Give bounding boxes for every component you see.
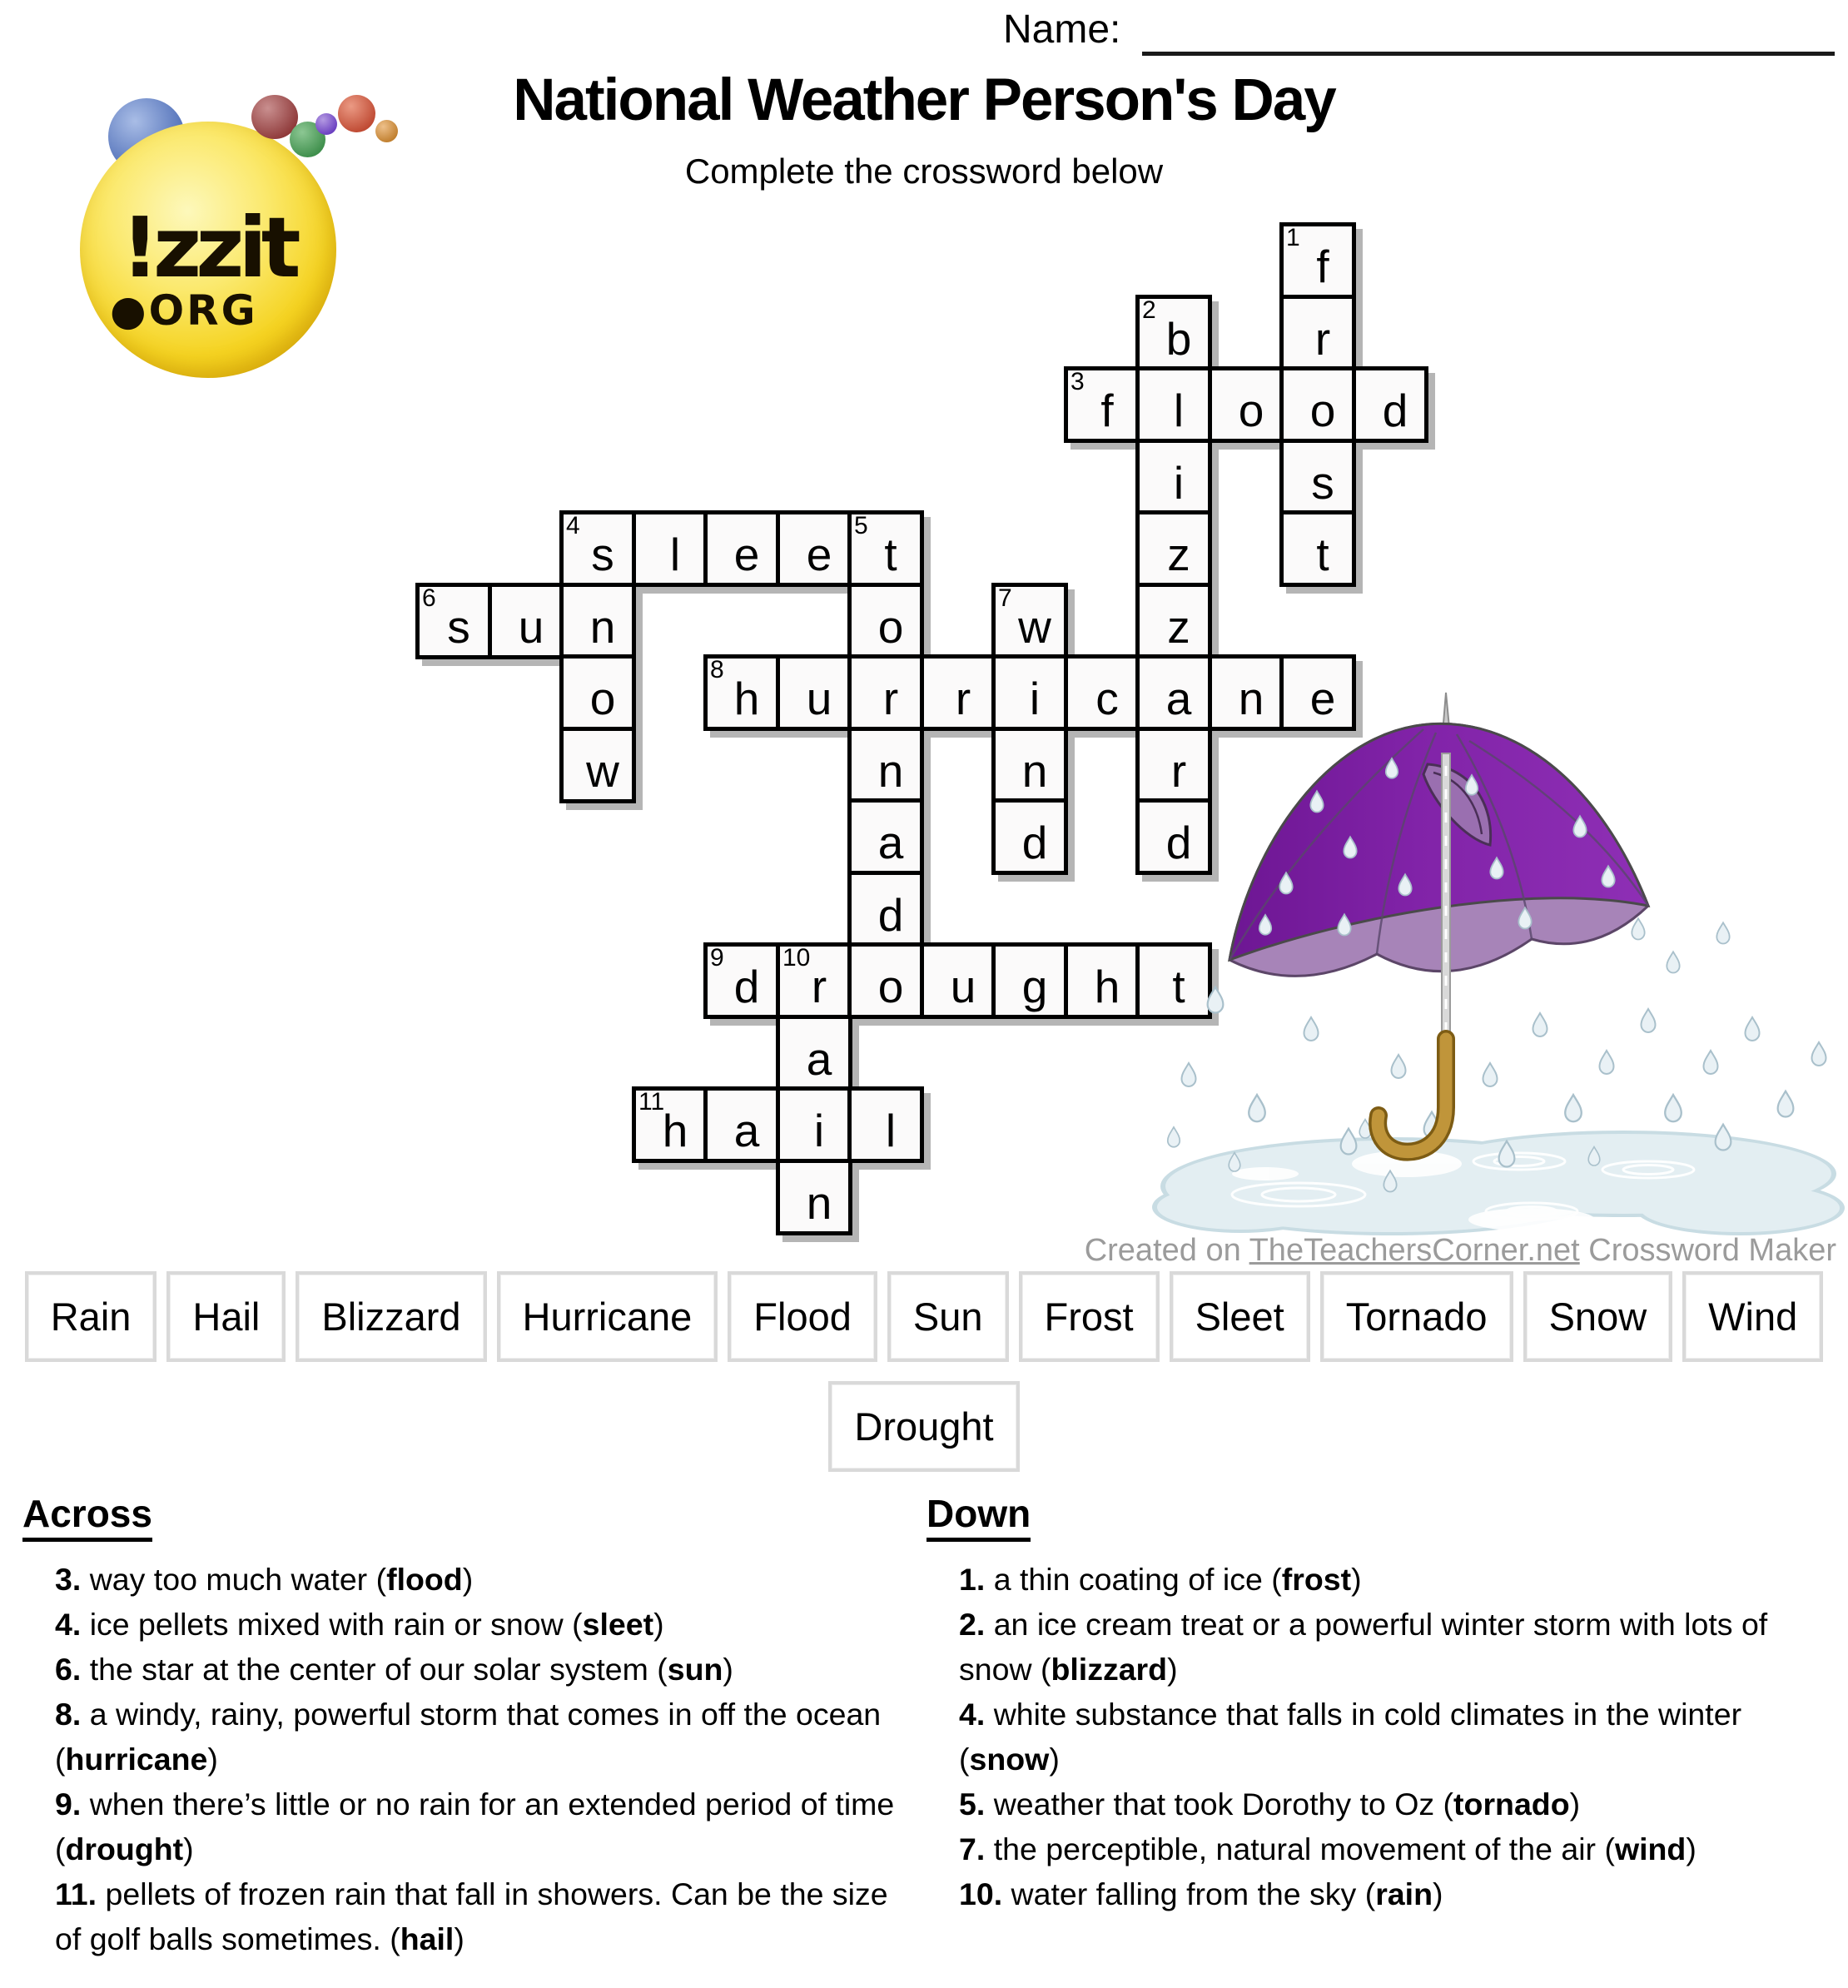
puddle	[1152, 1131, 1845, 1235]
crossword-cell	[632, 1086, 708, 1163]
crossword-cell	[632, 510, 708, 587]
crossword-cell	[1135, 439, 1212, 515]
cell-letter: a	[877, 817, 904, 868]
crossword-cell	[1208, 366, 1284, 443]
crossword-cell	[991, 654, 1068, 731]
crossword-cell	[776, 1015, 852, 1091]
cell-letter: e	[733, 529, 760, 580]
cell-letter: d	[1165, 817, 1192, 868]
logo-bubble-orange-icon	[375, 120, 398, 142]
cell-letter: f	[1316, 241, 1329, 292]
cell-clue-number: 5	[854, 512, 868, 539]
across-clue-list	[22, 1557, 917, 1961]
cell-letter: r	[955, 673, 971, 724]
cell-letter: r	[1314, 313, 1331, 365]
crossword-cell	[488, 583, 564, 659]
cell-letter: s	[591, 529, 614, 580]
cell-clue-number: 10	[782, 944, 811, 972]
cell-clue-number: 11	[638, 1088, 665, 1116]
cell-letter: d	[733, 961, 760, 1012]
crossword-cell	[991, 798, 1068, 875]
word-bank-item: Frost	[1019, 1271, 1160, 1362]
cell-letter: u	[806, 673, 832, 724]
crossword-cell	[1279, 295, 1356, 371]
word-bank-row-2	[0, 1381, 1848, 1472]
crossword-cell	[1064, 654, 1140, 731]
word-bank-item: Sun	[887, 1271, 1009, 1362]
cell-letter: i	[1173, 457, 1185, 509]
logo-bubble-purple-icon	[315, 113, 337, 135]
umbrella-handle	[1378, 1039, 1446, 1152]
cell-letter: i	[1029, 673, 1041, 724]
crossword-cell	[1135, 583, 1212, 659]
cell-letter: h	[662, 1105, 688, 1156]
crossword-cell	[991, 583, 1068, 659]
crossword-cell	[991, 942, 1068, 1019]
cell-letter: o	[1238, 385, 1264, 436]
cell-letter: b	[1165, 313, 1192, 365]
crossword-cell	[847, 583, 924, 659]
cell-letter: a	[733, 1105, 760, 1156]
clue-item: 3. way too much water (flood)	[55, 1561, 474, 1597]
cell-letter: w	[1018, 601, 1051, 653]
cell-clue-number: 9	[710, 944, 724, 972]
crossword-cell	[703, 654, 780, 731]
word-bank-row-1	[0, 1271, 1848, 1362]
crossword-cell	[559, 583, 636, 659]
cell-letter: n	[877, 745, 904, 797]
crossword-cell	[847, 510, 924, 587]
crossword-cell	[559, 510, 636, 587]
clue-item: 4. white substance that falls in cold climates in the winter (snow)	[959, 1696, 1742, 1777]
word-bank-item: Hurricane	[497, 1271, 718, 1362]
word-bank-item: Flood	[728, 1271, 877, 1362]
down-clues-section	[926, 1493, 1836, 1916]
crossword-cell	[776, 1159, 852, 1235]
crossword-cell	[1135, 510, 1212, 587]
cell-letter: r	[811, 961, 827, 1012]
crossword-cell	[1135, 366, 1212, 443]
cell-letter: o	[877, 961, 904, 1012]
cell-letter: e	[1309, 673, 1336, 724]
clue-item: 5. weather that took Dorothy to Oz (tornado)	[959, 1786, 1581, 1822]
clue-item: 6. the star at the center of our solar system (sun)	[55, 1651, 733, 1687]
cell-letter: d	[1021, 817, 1048, 868]
cell-letter: o	[1309, 385, 1336, 436]
cell-letter: l	[1173, 385, 1185, 436]
crossword-cell	[776, 1086, 852, 1163]
cell-letter: z	[1167, 529, 1190, 580]
crossword-cell	[776, 942, 852, 1019]
cell-letter: s	[1311, 457, 1334, 509]
clue-item: 8. a windy, rainy, powerful storm that comes in off the ocean (hurricane)	[55, 1696, 882, 1777]
crossword-cell	[1279, 222, 1356, 299]
crossword-cell	[1064, 366, 1140, 443]
cell-letter: g	[1021, 961, 1048, 1012]
cell-letter: l	[885, 1105, 897, 1156]
clue-item: 2. an ice cream treat or a powerful winter storm with lots of snow (blizzard)	[959, 1606, 1768, 1687]
umbrella-canopy	[1230, 693, 1648, 976]
crossword-cell	[776, 510, 852, 587]
cell-letter: h	[733, 673, 760, 724]
clue-item: 1. a thin coating of ice (frost)	[959, 1561, 1362, 1597]
word-bank-item: Blizzard	[296, 1271, 486, 1362]
cell-clue-number: 7	[998, 584, 1012, 612]
crossword-cell	[847, 942, 924, 1019]
crossword-cell	[920, 654, 996, 731]
crossword-cell	[559, 654, 636, 731]
clue-item: 7. the perceptible, natural movement of the air (wind)	[959, 1831, 1696, 1866]
crossword-cell	[920, 942, 996, 1019]
cell-letter: a	[806, 1033, 832, 1085]
cell-clue-number: 2	[1142, 296, 1156, 324]
cell-letter: f	[1100, 385, 1114, 436]
cell-letter: d	[1382, 385, 1408, 436]
cell-letter: n	[1238, 673, 1264, 724]
clue-item: 4. ice pellets mixed with rain or snow (sleet)	[55, 1606, 664, 1642]
down-heading: Down	[926, 1493, 1031, 1542]
cell-letter: l	[669, 529, 681, 580]
cell-letter: r	[1170, 745, 1187, 797]
crossword-cell	[847, 654, 924, 731]
word-bank-item: Drought	[828, 1381, 1019, 1472]
cell-letter: n	[806, 1177, 832, 1229]
name-label: Name:	[1003, 7, 1121, 52]
cell-letter: t	[884, 529, 897, 580]
across-clues-section	[22, 1493, 917, 1961]
crossword-cell	[559, 727, 636, 803]
crossword-cell	[1279, 510, 1356, 587]
cell-letter: e	[806, 529, 832, 580]
teacherscorner-link[interactable]: TheTeachersCorner.net	[1249, 1233, 1580, 1268]
page-title: National Weather Person's Day	[513, 67, 1335, 133]
word-bank-item: Rain	[25, 1271, 157, 1362]
credit-suffix: Crossword Maker	[1579, 1233, 1836, 1268]
crossword-cell	[1279, 439, 1356, 515]
crossword-cell	[415, 583, 492, 659]
cell-letter: h	[1094, 961, 1120, 1012]
logo-wordmark: !zzit	[121, 199, 296, 296]
crossword-cell	[847, 1086, 924, 1163]
across-heading: Across	[22, 1493, 152, 1542]
cell-letter: r	[882, 673, 899, 724]
cell-letter: n	[1021, 745, 1048, 797]
cell-letter: z	[1167, 601, 1190, 653]
down-clue-list	[926, 1557, 1836, 1916]
crossword-cell	[703, 510, 780, 587]
credit-prefix: Created on	[1084, 1233, 1249, 1268]
cell-clue-number: 8	[710, 656, 724, 683]
word-bank-item: Wind	[1682, 1271, 1823, 1362]
crossword-cell	[991, 727, 1068, 803]
cell-letter: i	[813, 1105, 825, 1156]
cell-letter: u	[950, 961, 976, 1012]
cell-letter: d	[877, 889, 904, 941]
crossword-cell	[776, 654, 852, 731]
clue-item: 9. when there’s little or no rain for an extended period of time (drought)	[55, 1786, 895, 1866]
page-subtitle: Complete the crossword below	[684, 152, 1164, 191]
crossword-cell	[1279, 366, 1356, 443]
crossword-cell	[1135, 295, 1212, 371]
cell-clue-number: 1	[1286, 224, 1300, 251]
cell-letter: o	[877, 601, 904, 653]
crossword-cell	[1064, 942, 1140, 1019]
credit-line	[0, 1233, 1836, 1269]
umbrella-rain-illustration	[1140, 674, 1848, 1265]
cell-clue-number: 3	[1071, 368, 1085, 395]
clue-item: 10. water falling from the sky (rain)	[959, 1876, 1443, 1911]
cell-letter: w	[586, 745, 619, 797]
logo-bubble-red-icon	[338, 95, 375, 132]
cell-letter: o	[589, 673, 616, 724]
crossword-cell	[847, 727, 924, 803]
crossword-cell	[847, 798, 924, 875]
word-bank-item: Hail	[166, 1271, 286, 1362]
cell-letter: t	[1172, 961, 1185, 1012]
crossword-cell	[847, 871, 924, 947]
crossword-cell	[703, 1086, 780, 1163]
word-bank-item: Tornado	[1320, 1271, 1513, 1362]
cell-clue-number: 6	[422, 584, 436, 612]
word-bank-item: Snow	[1523, 1271, 1673, 1362]
cell-clue-number: 4	[566, 512, 580, 539]
cell-letter: t	[1316, 529, 1329, 580]
clue-item: 11. pellets of frozen rain that fall in showers. Can be the size of golf balls sometimes. (hail)	[55, 1876, 888, 1956]
cell-letter: u	[518, 601, 544, 653]
crossword-cell	[703, 942, 780, 1019]
word-bank-item: Sleet	[1170, 1271, 1310, 1362]
cell-letter: a	[1165, 673, 1192, 724]
cell-letter: c	[1095, 673, 1119, 724]
umbrella-pole	[1442, 753, 1450, 1041]
logo-org-text: ●ORG	[110, 286, 258, 335]
cell-letter: s	[447, 601, 470, 653]
crossword-cell	[1352, 366, 1428, 443]
cell-letter: n	[589, 601, 616, 653]
